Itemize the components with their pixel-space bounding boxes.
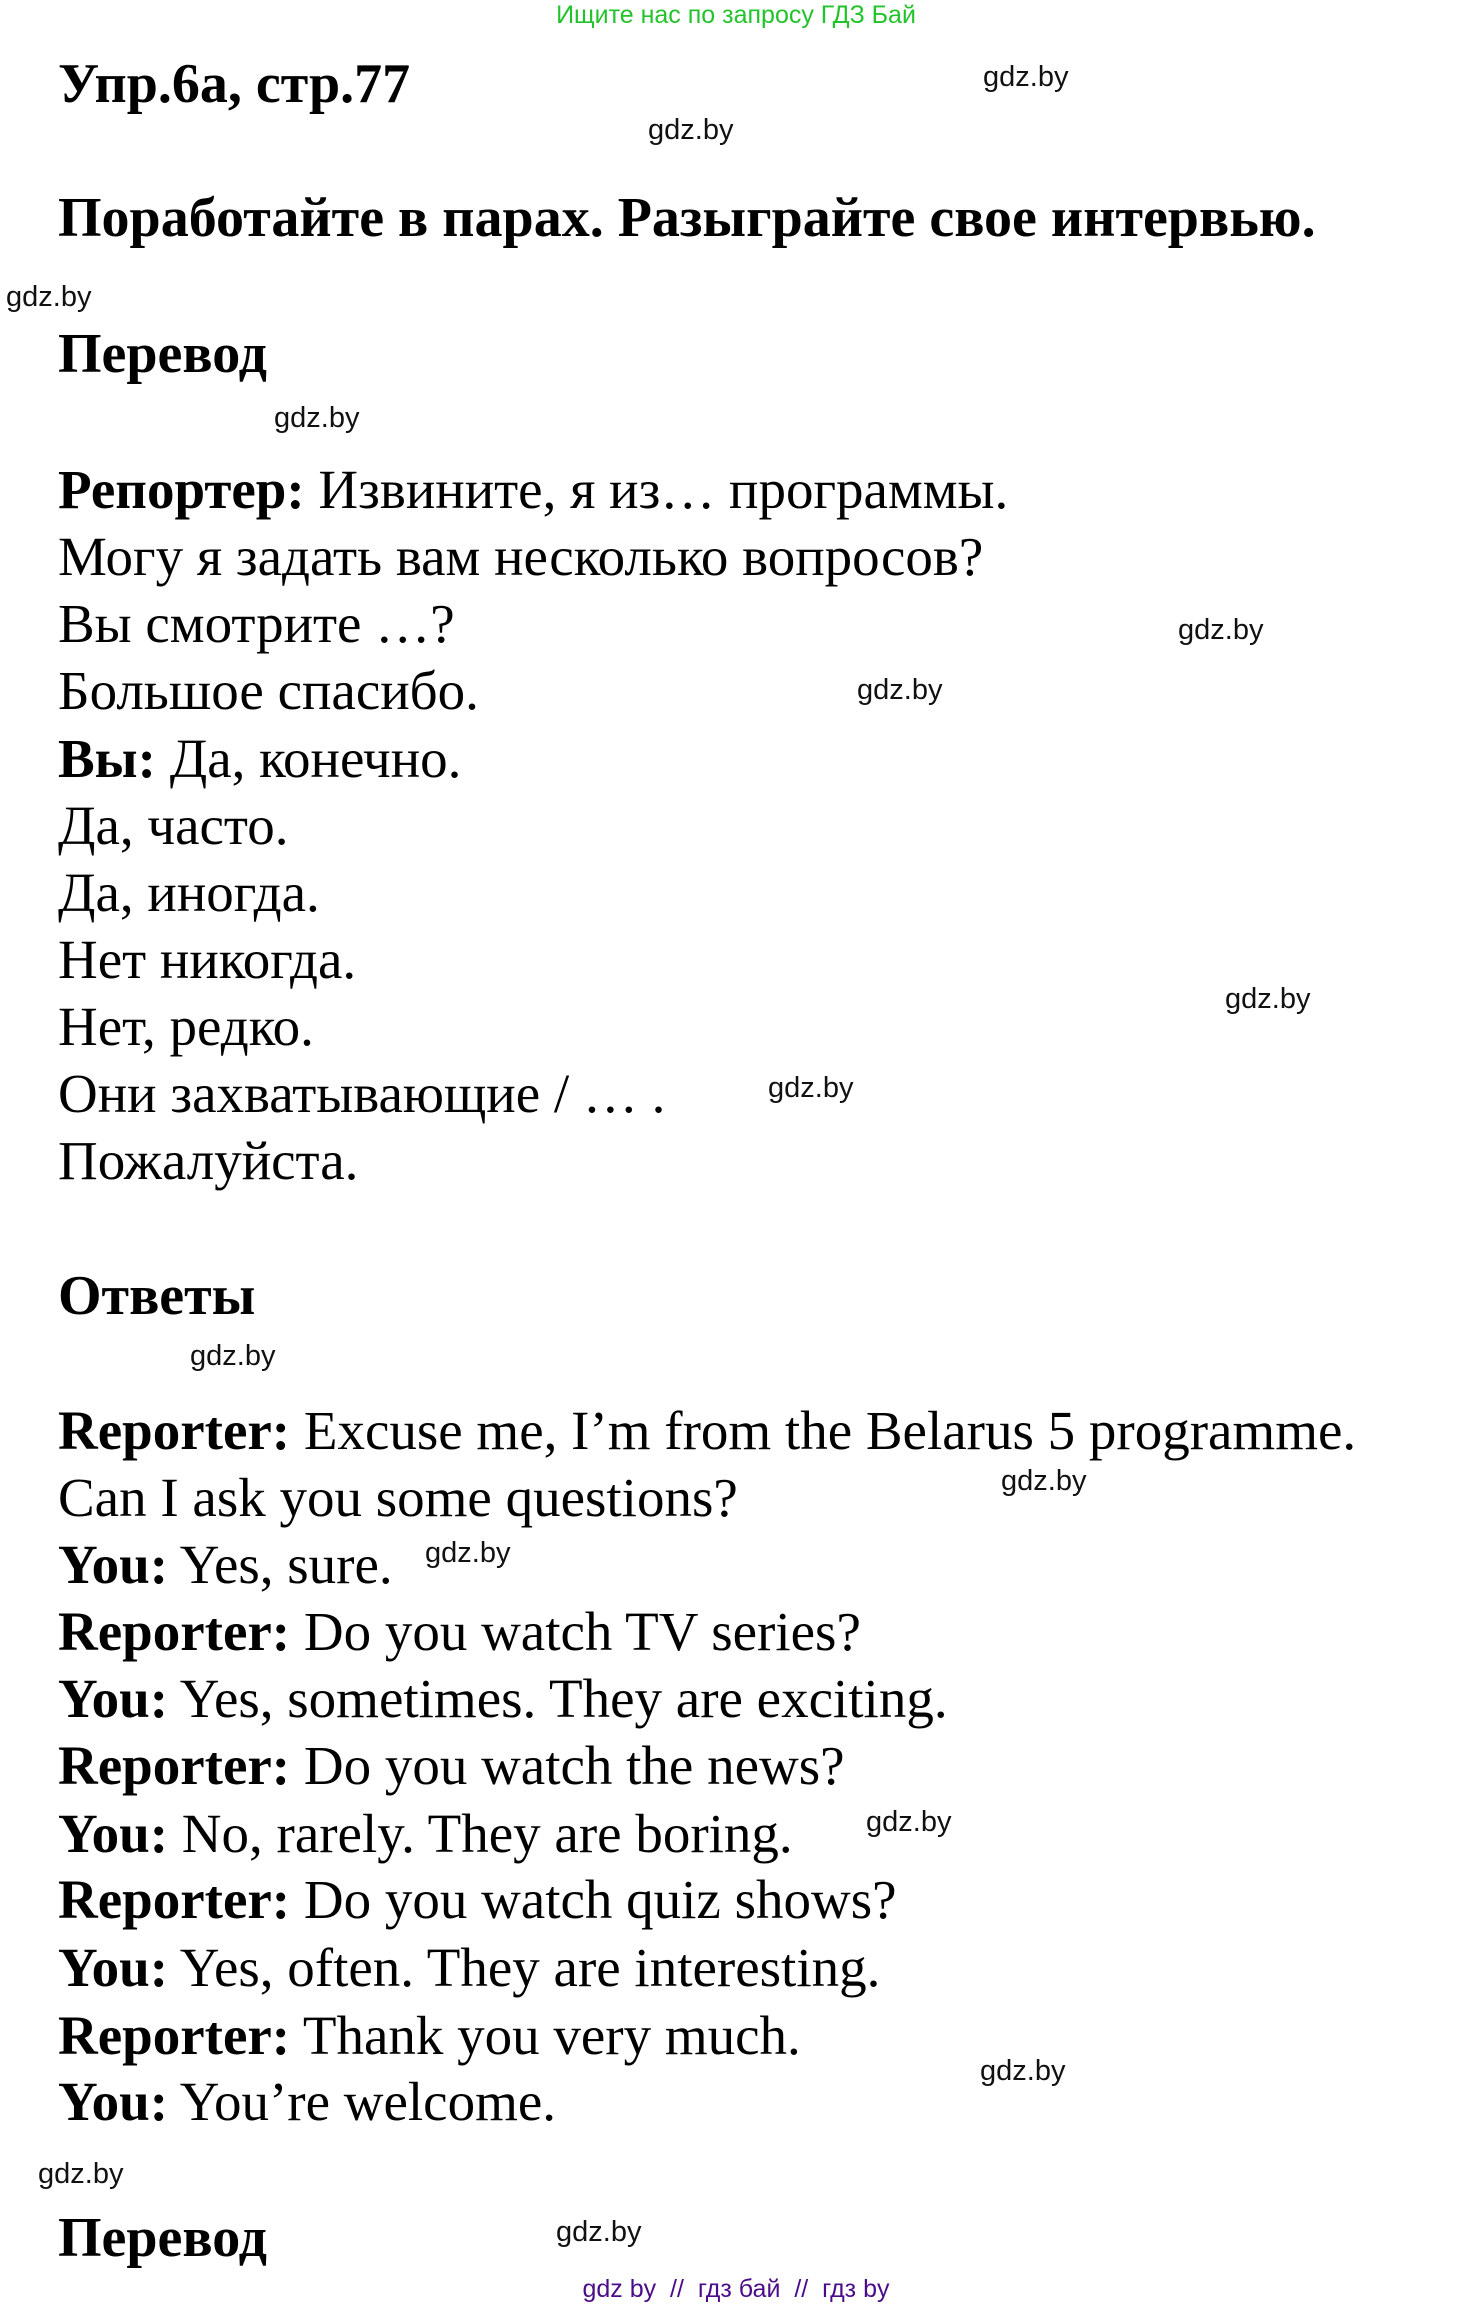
speaker-label: Репортер: [58, 459, 305, 520]
watermark: gdz.by [648, 114, 734, 146]
watermark: gdz.by [768, 1072, 854, 1104]
watermark: gdz.by [38, 2158, 124, 2190]
answers-heading: Ответы [58, 1265, 256, 1327]
line-text: Нет никогда. [58, 929, 357, 990]
speaker-label: You: [58, 1668, 169, 1729]
line-text: Do you watch TV series? [290, 1601, 861, 1662]
dialogue-line [58, 659, 479, 723]
dialogue-line [58, 727, 461, 791]
dialogue-line [58, 861, 320, 925]
speaker-label: You: [58, 2071, 169, 2132]
dialogue-line [58, 1667, 948, 1731]
watermark: gdz.by [1225, 983, 1311, 1015]
dialogue-line [58, 794, 288, 858]
line-text: Пожалуйста. [58, 1130, 359, 1191]
speaker-label: You: [58, 1937, 169, 1998]
speaker-label: You: [58, 1534, 169, 1595]
line-text: Извините, я из… программы. [304, 459, 1009, 520]
watermark: gdz.by [190, 1340, 276, 1372]
top-banner: Ищите нас по запросу ГДЗ Бай [556, 1, 916, 29]
line-text: Да, часто. [58, 795, 289, 856]
watermark: gdz.by [866, 1806, 952, 1838]
dialogue-line [58, 458, 1008, 522]
speaker-label: Reporter: [58, 1735, 291, 1796]
speaker-label: Reporter: [58, 1601, 291, 1662]
dialogue-line [58, 1734, 845, 1798]
dialogue-line [58, 1868, 897, 1932]
watermark: gdz.by [980, 2055, 1066, 2087]
watermark: gdz.by [6, 281, 92, 313]
translation-heading-2: Перевод [58, 2207, 267, 2269]
watermark: gdz.by [556, 2216, 642, 2248]
dialogue-line [58, 1399, 1356, 1463]
dialogue-line [58, 1936, 880, 2000]
line-text: Yes, often. They are interesting. [168, 1937, 881, 1998]
line-text: Yes, sure. [168, 1534, 393, 1595]
dialogue-line [58, 1129, 358, 1193]
watermark: gdz.by [983, 61, 1069, 93]
dialogue-line [58, 995, 314, 1059]
line-text: Вы смотрите …? [58, 593, 455, 654]
dialogue-line [58, 2004, 801, 2068]
watermark: gdz.by [1178, 614, 1264, 646]
speaker-label: Вы: [58, 728, 156, 789]
line-text: Can I ask you some questions? [58, 1467, 738, 1528]
dialogue-line [58, 1600, 861, 1664]
line-text: Thank you very much. [290, 2005, 801, 2066]
watermark: gdz.by [857, 674, 943, 706]
footer-links: gdz by // гдз бай // гдз by [582, 2275, 890, 2303]
speaker-label: Reporter: [58, 1400, 291, 1461]
line-text: Do you watch the news? [290, 1735, 845, 1796]
dialogue-line [58, 2070, 556, 2134]
line-text: Да, конечно. [155, 728, 462, 789]
speaker-label: You: [58, 1803, 169, 1864]
line-text: Да, иногда. [58, 862, 320, 923]
watermark: gdz.by [1001, 1465, 1087, 1497]
dialogue-line [58, 592, 455, 656]
line-text: Do you watch quiz shows? [290, 1869, 897, 1930]
dialogue-line [58, 928, 356, 992]
line-text: You’re welcome. [168, 2071, 557, 2132]
line-text: No, rarely. They are boring. [168, 1803, 793, 1864]
line-text: Нет, редко. [58, 996, 314, 1057]
speaker-label: Reporter: [58, 1869, 291, 1930]
line-text: Большое спасибо. [58, 660, 479, 721]
watermark: gdz.by [425, 1537, 511, 1569]
line-text: Excuse me, I’m from the Belarus 5 programme. [290, 1400, 1357, 1461]
dialogue-line [58, 1466, 738, 1530]
translation-heading: Перевод [58, 323, 267, 385]
speaker-label: Reporter: [58, 2005, 291, 2066]
dialogue-line [58, 1533, 393, 1597]
line-text: Yes, sometimes. They are exciting. [168, 1668, 948, 1729]
line-text: Они захватывающие / … . [58, 1063, 666, 1124]
exercise-title: Упр.6а, стр.77 [58, 53, 411, 115]
dialogue-line [58, 1062, 665, 1126]
task-instruction: Поработайте в парах. Разыграйте свое интервью. [58, 187, 1316, 249]
line-text: Могу я задать вам несколько вопросов? [58, 526, 984, 587]
watermark: gdz.by [274, 402, 360, 434]
dialogue-line [58, 525, 983, 589]
dialogue-line [58, 1802, 793, 1866]
